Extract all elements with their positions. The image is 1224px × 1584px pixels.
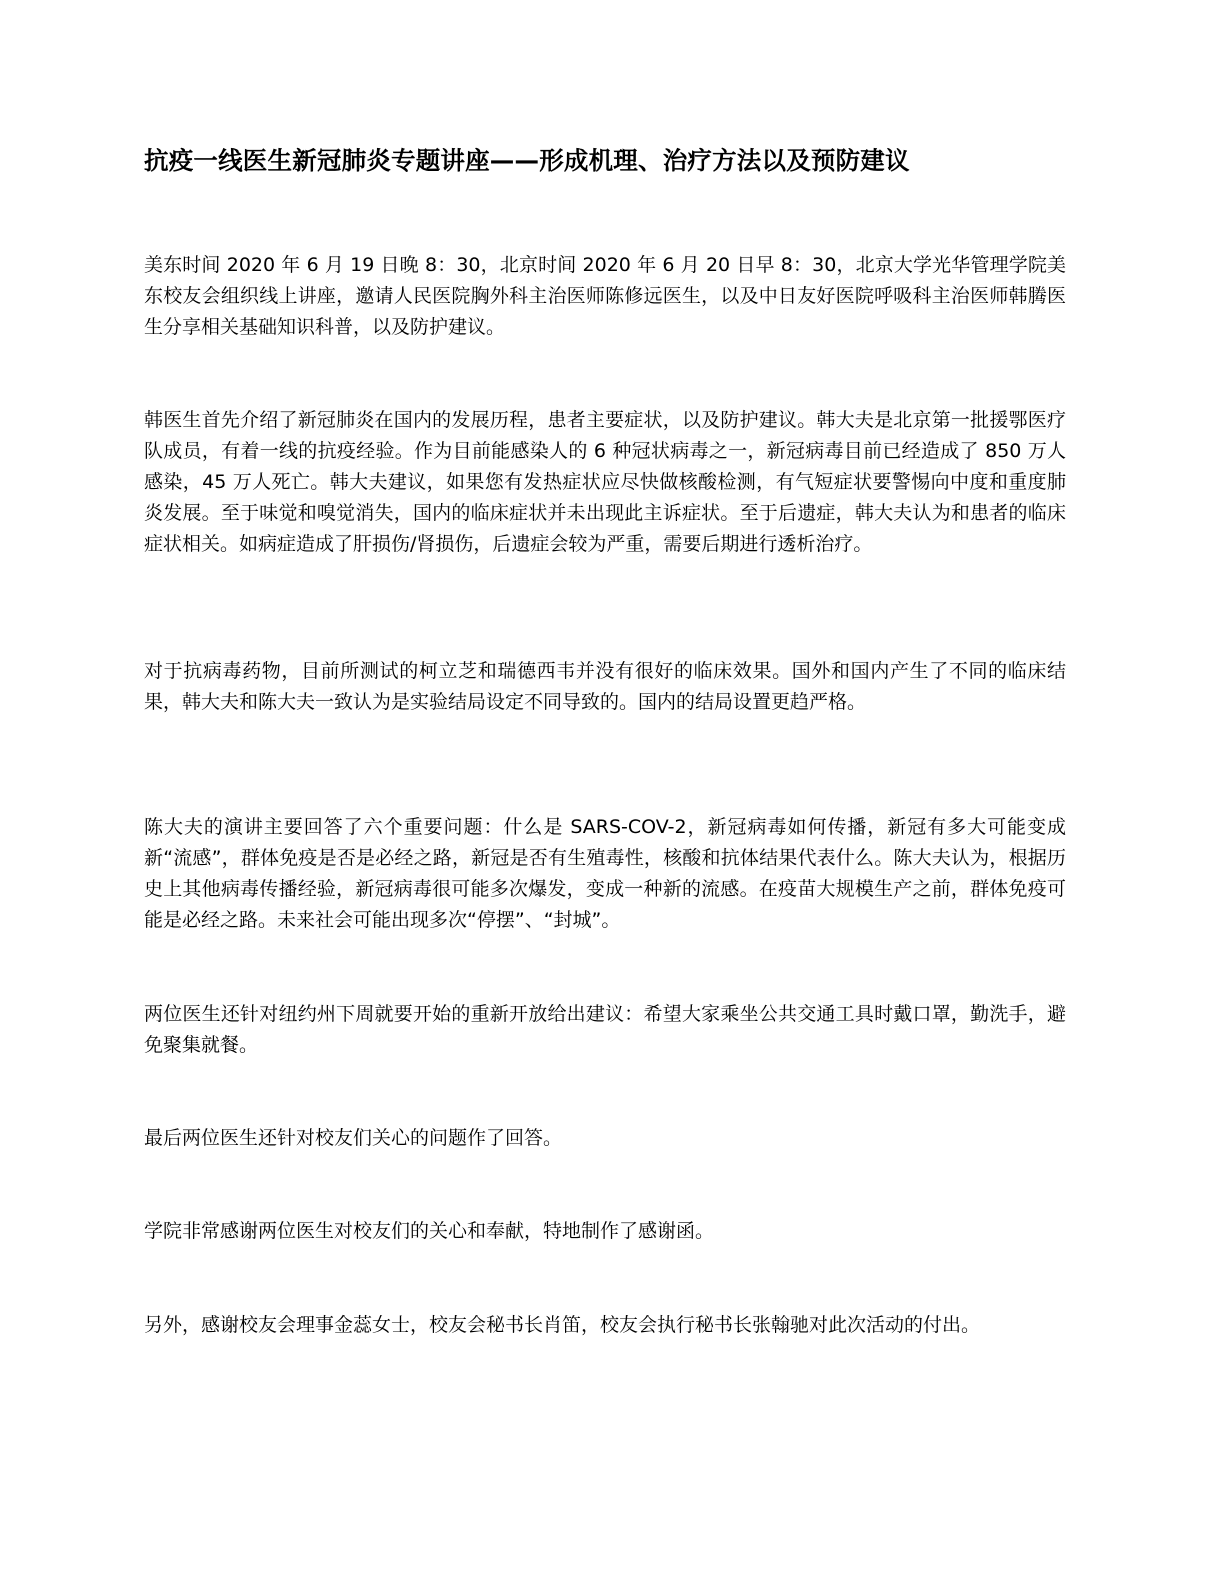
paragraph-reopening-advice: 两位医生还针对纽约州下周就要开始的重新开放给出建议：希望大家乘坐公共交通工具时戴口罩，勤洗手，避免聚集就餐。 <box>144 1003 1066 1056</box>
paragraph-dr-chen: 陈大夫的演讲主要回答了六个重要问题：什么是 SARS-COV-2，新冠病毒如何传播，新冠有多大可能变成新“流感”，群体免疫是否是必经之路，新冠是否有生殖毒性，核酸和抗体结果代表什么。陈大夫认为，根据历史上其他病毒传播经验，新冠病毒很可能多次爆发，变成一种新的流感。在疫苗大规模生产之前，群体免疫可能是必经之路。未来社会可能出现多次“停摆”、“封城”。 <box>144 816 1066 931</box>
paragraph-dr-han: 韩医生首先介绍了新冠肺炎在国内的发展历程，患者主要症状，以及防护建议。韩大夫是北京第一批援鄂医疗队成员，有着一线的抗疫经验。作为目前能感染人的 6 种冠状病毒之一，新冠病毒目前已经造成了 850 万人感染，45 万人死亡。韩大夫建议，如果您有发热症状应尽快做核酸检测，有气短症状要警惕向中度和重度肺炎发展。至于味觉和嗅觉消失，国内的临床症状并未出现此主诉症状。至于后遗症，韩大夫认为和患者的临床症状相关。如病症造成了肝损伤/肾损伤，后遗症会较为严重，需要后期进行透析治疗。 <box>144 409 1066 555</box>
paragraph-qa: 最后两位医生还针对校友们关心的问题作了回答。 <box>144 1127 563 1149</box>
paragraph-acknowledgements: 另外，感谢校友会理事金蕊女士，校友会秘书长肖笛，校友会执行秘书长张翰驰对此次活动的付出。 <box>144 1314 981 1336</box>
document-title: 抗疫一线医生新冠肺炎专题讲座——形成机理、治疗方法以及预防建议 <box>144 146 910 175</box>
paragraph-antiviral: 对于抗病毒药物，目前所测试的柯立芝和瑞德西韦并没有很好的临床效果。国外和国内产生了不同的临床结果，韩大夫和陈大夫一致认为是实验结局设定不同导致的。国内的结局设置更趋严格。 <box>144 660 1066 713</box>
paragraph-thanks-letter: 学院非常感谢两位医生对校友们的关心和奉献，特地制作了感谢函。 <box>144 1220 715 1242</box>
paragraph-intro: 美东时间 2020 年 6 月 19 日晚 8：30，北京时间 2020 年 6 月 20 日早 8：30，北京大学光华管理学院美东校友会组织线上讲座，邀请人民医院胸外科主治医师陈修远医生，以及中日友好医院呼吸科主治医师韩腾医生分享相关基础知识科普，以及防护建议。 <box>144 254 1066 338</box>
